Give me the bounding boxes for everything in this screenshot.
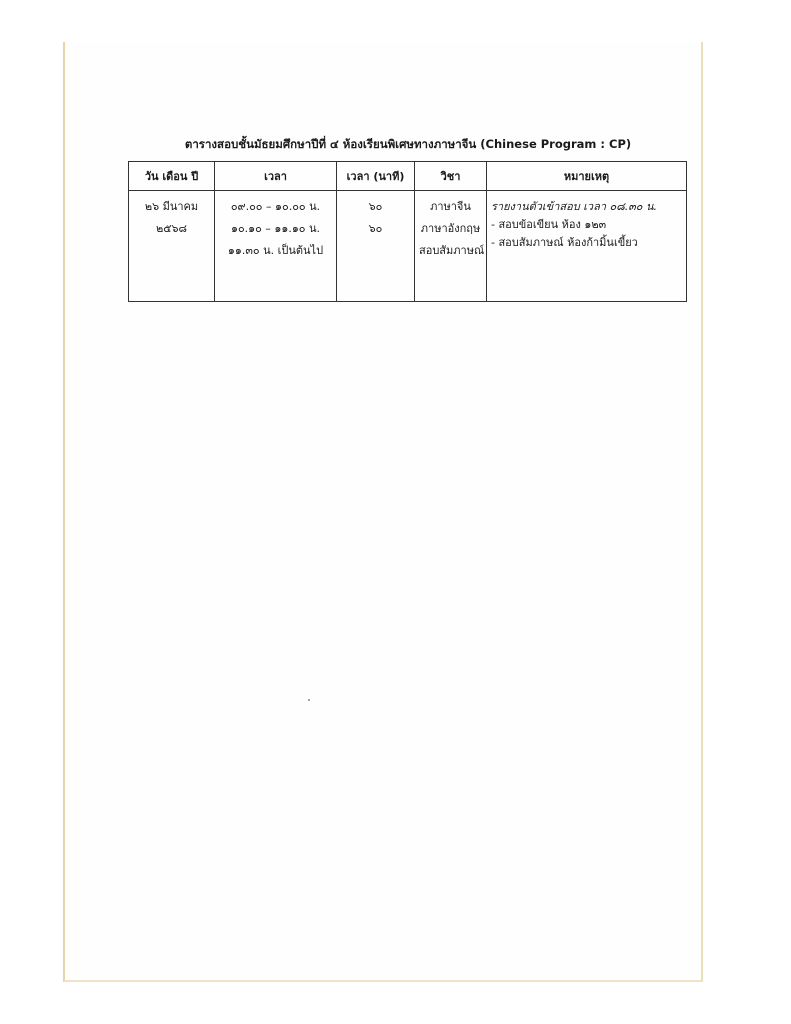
- exam-schedule-table: [128, 161, 687, 302]
- header-remark: หมายเหตุ: [487, 162, 687, 191]
- remark-written-room: - สอบข้อเขียน ห้อง ๑๒๓: [491, 218, 607, 231]
- cell-subject: [415, 191, 487, 302]
- date-year: ๒๕๖๘: [155, 222, 188, 235]
- scan-speck: [308, 699, 310, 701]
- subject-2: ภาษาอังกฤษ: [420, 222, 481, 235]
- time-slot-1: ๐๙.๐๐ – ๑๐.๐๐ น.: [230, 200, 321, 213]
- header-duration: เวลา (นาที): [337, 162, 415, 191]
- cell-duration: [337, 191, 415, 302]
- subject-3: สอบสัมภาษณ์: [419, 244, 485, 257]
- duration-1: ๖๐: [368, 200, 383, 213]
- header-date: วัน เดือน ปี: [129, 162, 215, 191]
- header-time: เวลา: [215, 162, 337, 191]
- time-slot-3: ๑๑.๓๐ น. เป็นต้นไป: [227, 244, 324, 257]
- remark-interview-room: - สอบสัมภาษณ์ ห้องก้ามิ้นเขี้ยว: [491, 236, 638, 249]
- cell-time: [215, 191, 337, 302]
- duration-2: ๖๐: [368, 222, 383, 235]
- subject-1: ภาษาจีน: [430, 200, 471, 213]
- cell-remark: [487, 191, 687, 302]
- cell-date: [129, 191, 215, 302]
- time-slot-2: ๑๐.๑๐ – ๑๑.๑๐ น.: [230, 222, 321, 235]
- document-title: ตารางสอบชั้นมัธยมศึกษาปีที่ ๔ ห้องเรียนพิเศษทางภาษาจีน (Chinese Program : CP): [184, 137, 632, 151]
- date-day-month: ๒๖ มีนาคม: [144, 200, 199, 213]
- table-row: [129, 191, 687, 302]
- header-subject: วิชา: [415, 162, 487, 191]
- table-header-row: [129, 162, 687, 191]
- remark-report-time: รายงานตัวเข้าสอบ เวลา ๐๘.๓๐ น.: [491, 200, 657, 213]
- duration-3: [341, 243, 410, 265]
